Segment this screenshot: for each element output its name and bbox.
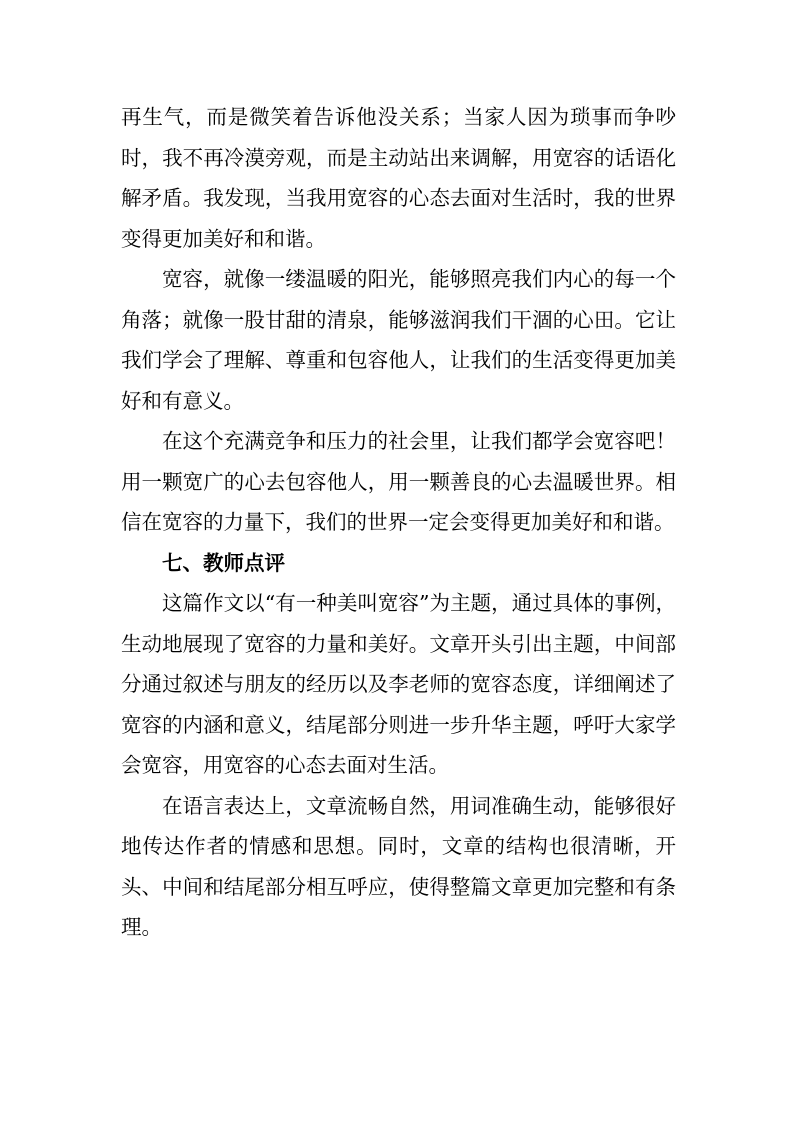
document-body [121,97,676,948]
paragraph-comment-theme: 这篇作文以“有一种美叫宽容”为主题，通过具体的事例，生动地展现了宽容的力量和美好。文章开头引出主题，中间部分通过叙述与朋友的经历以及李老师的宽容态度，详细阐述了宽容的内涵和意义，结尾部分则进一步升华主题，呼吁大家学会宽容，用宽容的心态去面对生活。 [121,591,676,777]
paragraph-comment-language: 在语言表达上，文章流畅自然，用词准确生动，能够很好地传达作者的情感和思想。同时，文章的结构也很清晰，开头、中间和结尾部分相互呼应，使得整篇文章更加完整和有条理。 [121,793,676,939]
paragraph-conclusion: 在这个充满竞争和压力的社会里，让我们都学会宽容吧！用一颗宽广的心去包容他人，用一颗善良的心去温暖世界。相信在宽容的力量下，我们的世界一定会变得更加美好和和谐。 [121,429,676,534]
paragraph-continuation: 再生气，而是微笑着告诉他没关系；当家人因为琐事而争吵时，我不再冷漠旁观，而是主动站出来调解，用宽容的话语化解矛盾。我发现，当我用宽容的心态去面对生活时，我的世界变得更加美好和和谐。 [121,105,676,251]
section-heading-teacher-comment: 七、教师点评 [162,550,285,575]
paragraph-tolerance-sunlight: 宽容，就像一缕温暖的阳光，能够照亮我们内心的每一个角落；就像一股甘甜的清泉，能够滋润我们干涸的心田。它让我们学会了理解、尊重和包容他人，让我们的生活变得更加美好和有意义。 [121,267,676,413]
